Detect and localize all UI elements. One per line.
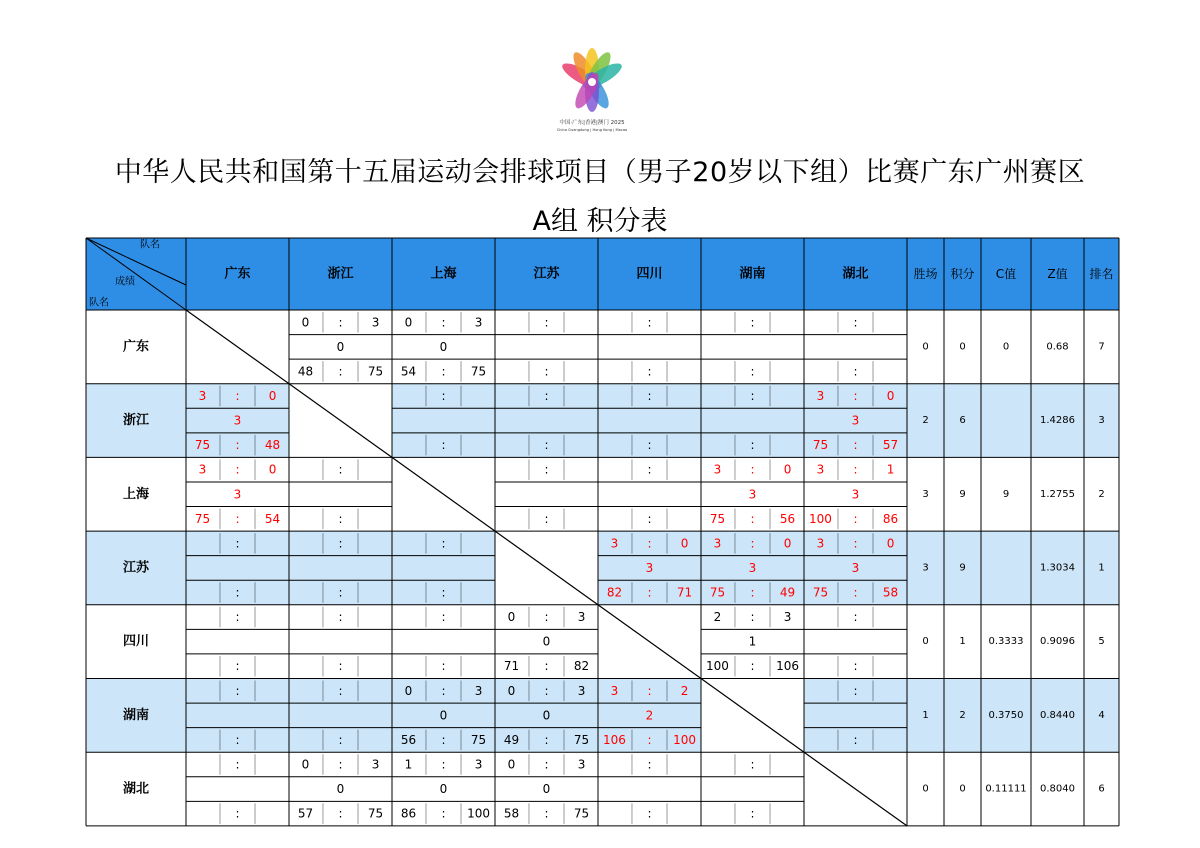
stat-value-2: 9 [959, 562, 966, 574]
points-colon: : [441, 364, 446, 379]
sets-won: 0 [301, 315, 310, 330]
sets-lost: 3 [577, 757, 586, 772]
stat-value-5: 7 [1098, 341, 1105, 353]
score-colon: : [750, 388, 755, 403]
match-points: 0 [336, 782, 345, 797]
match-points: 3 [748, 560, 757, 575]
score-colon: : [338, 757, 343, 772]
points-colon: : [853, 438, 858, 453]
stat-value-2: 2 [959, 709, 966, 721]
points-won: 49 [503, 732, 520, 747]
points-colon: : [441, 659, 446, 674]
score-colon: : [441, 610, 446, 625]
score-colon: : [441, 536, 446, 551]
score-colon: : [544, 315, 549, 330]
stat-value-3: 0 [1002, 341, 1010, 353]
score-colon: : [338, 610, 343, 625]
sets-won: 3 [610, 683, 619, 698]
stat-value-2: 0 [959, 783, 966, 795]
points-colon: : [338, 806, 343, 821]
sets-won: 3 [610, 536, 619, 551]
sets-won: 0 [404, 683, 413, 698]
stat-value-4: 1.4286 [1040, 415, 1075, 427]
match-points: 0 [439, 782, 448, 797]
score-colon: : [338, 315, 343, 330]
points-colon: : [338, 659, 343, 674]
sets-won: 0 [404, 315, 413, 330]
sets-lost: 0 [268, 388, 277, 403]
points-colon: : [853, 511, 858, 526]
sets-won: 3 [198, 462, 207, 477]
sets-lost: 2 [680, 683, 689, 698]
score-colon: : [544, 757, 549, 772]
score-colon: : [544, 388, 549, 403]
stat-header-4: Z值 [1047, 267, 1068, 281]
points-lost: 75 [367, 806, 384, 821]
sets-lost: 3 [371, 757, 380, 772]
page-subtitle: A组 积分表 [532, 206, 668, 237]
points-lost: 86 [882, 511, 899, 526]
column-team-5: 四川 [636, 266, 663, 282]
stat-value-4: 1.2755 [1040, 488, 1075, 500]
stat-value-4: 0.9096 [1040, 636, 1075, 648]
match-points: 3 [851, 560, 860, 575]
points-won: 106 [603, 732, 626, 747]
score-colon: : [647, 315, 652, 330]
points-won: 75 [194, 511, 211, 526]
sets-lost: 3 [577, 610, 586, 625]
stat-value-2: 1 [959, 636, 966, 648]
column-team-7: 湖北 [842, 266, 869, 282]
stat-header-3: C值 [995, 267, 1017, 281]
row-team-7: 湖北 [122, 781, 150, 797]
points-lost: 57 [882, 438, 899, 453]
match-points: 3 [748, 487, 757, 502]
stat-value-1: 3 [922, 488, 929, 500]
points-colon: : [441, 438, 446, 453]
points-won: 56 [400, 732, 417, 747]
points-won: 75 [194, 438, 211, 453]
points-colon: : [441, 732, 446, 747]
score-colon: : [647, 683, 652, 698]
points-colon: : [544, 511, 549, 526]
stat-value-5: 5 [1098, 636, 1105, 648]
sets-lost: 0 [886, 536, 895, 551]
sets-lost: 0 [268, 462, 277, 477]
match-points: 3 [233, 487, 242, 502]
sets-lost: 3 [474, 757, 483, 772]
points-won: 86 [400, 806, 417, 821]
sets-lost: 0 [886, 388, 895, 403]
stat-value-5: 3 [1098, 415, 1105, 427]
points-colon: : [750, 511, 755, 526]
points-colon: : [441, 585, 446, 600]
row-team-1: 广东 [122, 339, 150, 355]
corner-label-team-top: 队名 [140, 239, 160, 251]
sets-won: 0 [507, 683, 516, 698]
points-won: 100 [809, 511, 832, 526]
corner-label-team-left: 队名 [89, 297, 109, 309]
score-colon: : [647, 462, 652, 477]
stat-value-2: 0 [959, 341, 966, 353]
stat-value-5: 6 [1098, 783, 1105, 795]
score-colon: : [544, 683, 549, 698]
score-colon: : [338, 683, 343, 698]
score-colon: : [647, 757, 652, 772]
points-colon: : [235, 438, 240, 453]
points-colon: : [544, 806, 549, 821]
score-colon: : [235, 462, 240, 477]
points-won: 75 [812, 585, 829, 600]
stat-value-4: 1.3034 [1040, 562, 1075, 574]
score-colon: : [750, 315, 755, 330]
match-points: 0 [542, 634, 551, 649]
points-colon: : [750, 585, 755, 600]
row-team-2: 浙江 [122, 413, 150, 429]
sets-won: 0 [507, 610, 516, 625]
score-colon: : [235, 388, 240, 403]
score-colon: : [235, 683, 240, 698]
match-points: 0 [439, 708, 448, 723]
score-colon: : [750, 536, 755, 551]
stat-value-1: 3 [922, 562, 929, 574]
score-colon: : [338, 536, 343, 551]
points-lost: 48 [264, 438, 281, 453]
points-colon: : [750, 659, 755, 674]
sets-lost: 1 [886, 462, 895, 477]
stat-value-3: 0.11111 [985, 783, 1027, 795]
points-colon: : [853, 732, 858, 747]
points-lost: 75 [470, 364, 487, 379]
logo-text-line2: China Guangdong | Hong Kong | Macao [556, 128, 628, 132]
stat-value-1: 0 [922, 341, 929, 353]
points-colon: : [647, 364, 652, 379]
points-colon: : [338, 511, 343, 526]
points-colon: : [750, 806, 755, 821]
column-team-2: 浙江 [327, 266, 354, 282]
stat-value-1: 1 [922, 709, 929, 721]
sets-won: 1 [404, 757, 413, 772]
points-colon: : [647, 511, 652, 526]
points-colon: : [647, 806, 652, 821]
points-lost: 58 [882, 585, 899, 600]
score-colon: : [750, 462, 755, 477]
sets-lost: 0 [783, 462, 792, 477]
score-colon: : [853, 683, 858, 698]
points-colon: : [235, 659, 240, 674]
points-won: 75 [709, 511, 726, 526]
stat-value-2: 6 [959, 415, 966, 427]
stat-value-4: 0.8040 [1040, 783, 1075, 795]
sets-lost: 3 [783, 610, 792, 625]
row-team-3: 上海 [122, 486, 150, 502]
points-colon: : [235, 511, 240, 526]
points-lost: 82 [573, 659, 590, 674]
score-colon: : [441, 315, 446, 330]
points-lost: 75 [573, 806, 590, 821]
stat-header-2: 积分 [950, 267, 975, 281]
stat-value-4: 0.8440 [1040, 709, 1075, 721]
score-colon: : [235, 757, 240, 772]
sets-won: 3 [713, 536, 722, 551]
stat-value-3: 9 [1002, 488, 1010, 500]
sets-lost: 3 [371, 315, 380, 330]
points-colon: : [544, 732, 549, 747]
sets-won: 2 [713, 610, 722, 625]
corner-label-result: 成绩 [115, 276, 135, 288]
row-team-6: 湖南 [122, 707, 150, 723]
match-points: 0 [439, 339, 448, 354]
points-colon: : [647, 438, 652, 453]
points-colon: : [235, 806, 240, 821]
points-won: 75 [812, 438, 829, 453]
points-colon: : [235, 585, 240, 600]
score-colon: : [441, 757, 446, 772]
points-colon: : [441, 806, 446, 821]
match-points: 0 [542, 782, 551, 797]
score-colon: : [647, 388, 652, 403]
score-colon: : [441, 683, 446, 698]
points-lost: 49 [779, 585, 796, 600]
stat-value-1: 0 [922, 783, 929, 795]
column-team-1: 广东 [224, 266, 251, 282]
points-colon: : [235, 732, 240, 747]
points-lost: 100 [467, 806, 490, 821]
match-points: 3 [645, 560, 654, 575]
sets-won: 0 [507, 757, 516, 772]
sets-won: 3 [816, 536, 825, 551]
stat-value-1: 2 [922, 415, 929, 427]
row-team-4: 江苏 [122, 560, 150, 576]
points-colon: : [647, 732, 652, 747]
score-colon: : [544, 610, 549, 625]
points-lost: 54 [264, 511, 281, 526]
points-lost: 75 [573, 732, 590, 747]
row-team-5: 四川 [122, 634, 150, 650]
score-colon: : [853, 388, 858, 403]
score-colon: : [338, 462, 343, 477]
points-lost: 100 [673, 732, 696, 747]
points-colon: : [853, 659, 858, 674]
logo-text-line1: 中国·广东|香港|澳门 2025 [559, 120, 625, 126]
points-lost: 56 [779, 511, 796, 526]
points-colon: : [544, 438, 549, 453]
score-colon: : [235, 610, 240, 625]
sets-lost: 3 [577, 683, 586, 698]
score-colon: : [647, 536, 652, 551]
stat-value-1: 0 [922, 636, 929, 648]
sets-lost: 0 [783, 536, 792, 551]
stat-value-2: 9 [959, 488, 966, 500]
sets-won: 0 [301, 757, 310, 772]
points-colon: : [750, 438, 755, 453]
sets-won: 3 [816, 388, 825, 403]
stat-value-5: 2 [1098, 488, 1105, 500]
sets-won: 3 [816, 462, 825, 477]
stat-value-3: 0.3750 [988, 709, 1024, 721]
column-team-3: 上海 [430, 266, 457, 282]
score-colon: : [853, 315, 858, 330]
match-points: 1 [748, 634, 757, 649]
points-won: 75 [709, 585, 726, 600]
column-team-6: 湖南 [739, 266, 766, 282]
match-points: 3 [851, 487, 860, 502]
score-colon: : [235, 536, 240, 551]
score-colon: : [750, 610, 755, 625]
points-won: 54 [400, 364, 417, 379]
points-lost: 106 [776, 659, 799, 674]
points-colon: : [853, 364, 858, 379]
score-colon: : [544, 462, 549, 477]
points-lost: 75 [367, 364, 384, 379]
match-points: 3 [233, 413, 242, 428]
score-colon: : [750, 757, 755, 772]
match-points: 2 [645, 708, 654, 723]
page-title: 中华人民共和国第十五届运动会排球项目（男子20岁以下组）比赛广东广州赛区 [114, 157, 1086, 188]
stat-value-5: 4 [1098, 709, 1105, 721]
stat-header-1: 胜场 [913, 267, 938, 281]
sets-won: 3 [198, 388, 207, 403]
sets-lost: 3 [474, 683, 483, 698]
stat-value-3: 0.3333 [988, 636, 1024, 648]
points-colon: : [647, 585, 652, 600]
column-team-4: 江苏 [533, 266, 560, 282]
match-points: 0 [336, 339, 345, 354]
points-colon: : [544, 659, 549, 674]
stat-value-4: 0.68 [1046, 341, 1069, 353]
score-colon: : [853, 536, 858, 551]
score-colon: : [441, 388, 446, 403]
points-lost: 71 [676, 585, 693, 600]
points-colon: : [338, 364, 343, 379]
score-colon: : [853, 610, 858, 625]
points-won: 48 [297, 364, 314, 379]
sets-won: 3 [713, 462, 722, 477]
points-won: 57 [297, 806, 314, 821]
points-colon: : [750, 364, 755, 379]
points-won: 58 [503, 806, 520, 821]
match-points: 3 [851, 413, 860, 428]
match-points: 0 [542, 708, 551, 723]
points-colon: : [544, 364, 549, 379]
points-won: 100 [706, 659, 729, 674]
score-colon: : [853, 462, 858, 477]
stat-value-5: 1 [1098, 562, 1105, 574]
points-won: 71 [503, 659, 520, 674]
sets-lost: 3 [474, 315, 483, 330]
points-colon: : [338, 732, 343, 747]
stat-header-5: 排名 [1089, 267, 1114, 281]
sets-lost: 0 [680, 536, 689, 551]
points-won: 82 [606, 585, 623, 600]
points-colon: : [853, 585, 858, 600]
points-lost: 75 [470, 732, 487, 747]
points-colon: : [338, 585, 343, 600]
